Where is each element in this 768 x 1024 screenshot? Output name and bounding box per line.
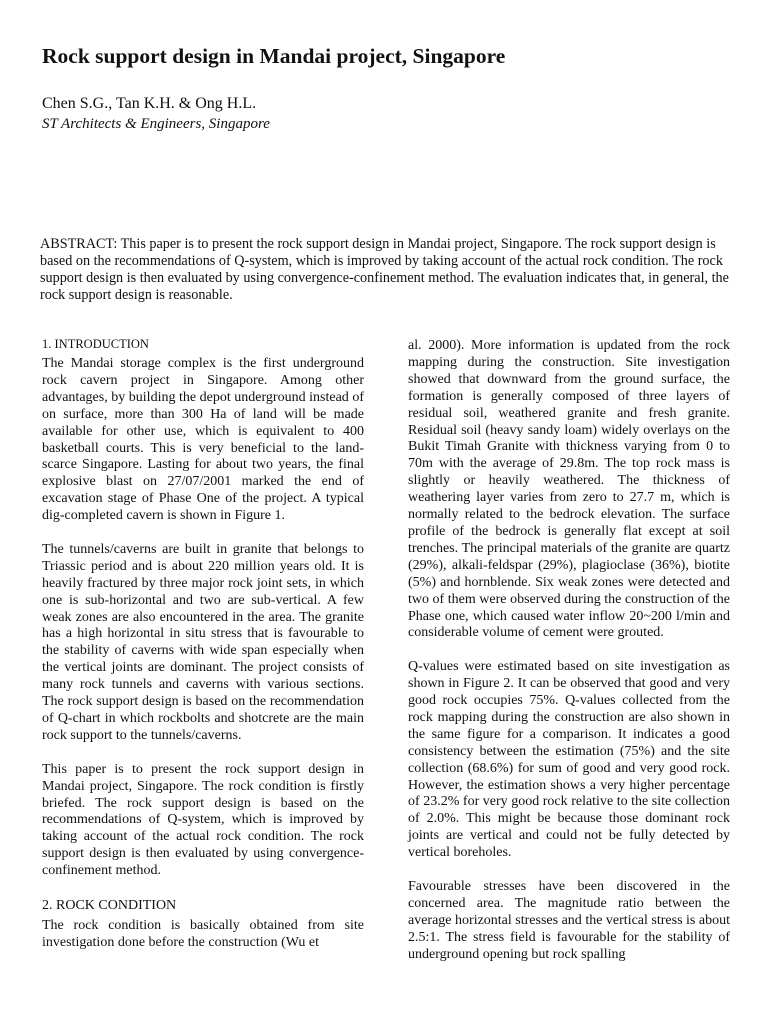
intro-paragraph-2: The tunnels/caverns are built in granite that belongs to Triassic period and is about 220 million years old. It is heavily fractured by three major rock joint sets, in which one is sub-horizontal and two are sub-vertical. A few weak zones are also encountered in the area. The granite has a high horizontal in situ stress that is favourable to the stability of caverns with wide span especially when the vertical joints are dominant. The project consists of many rock tunnels and caverns with various sections. The rock support design is based on the recommendation of Q-chart in which rockbolts and shotcrete are the main rock support to the tunnels/caverns. <box>42 541 364 743</box>
intro-paragraph-3: This paper is to present the rock support design in Mandai project, Singapore. The rock condition is firstly briefed. The rock support design is based on the recommendations of Q-system, which is improved by taking account of the actual rock condition. The rock support design is then evaluated by using convergence-confinement method. <box>42 761 364 879</box>
rock-condition-paragraph-1: The rock condition is basically obtained from site investigation done before the construction (Wu et <box>42 917 364 950</box>
paper-authors: Chen S.G., Tan K.H. & Ong H.L. <box>42 95 257 112</box>
paper-abstract: ABSTRACT: This paper is to present the rock support design in Mandai project, Singapore. The rock support design is based on the recommendations of Q-system, which is improved by taking account of the actual rock condition. The rock support design is then evaluated by using convergence-confinement method. The evaluation indicates that, in general, the rock support design is reasonable. <box>40 236 729 303</box>
section-heading-rock-condition: 2. ROCK CONDITION <box>42 897 177 913</box>
right-column <box>408 338 730 964</box>
section-heading-introduction: 1. INTRODUCTION <box>42 337 149 351</box>
rock-condition-paragraph-4: Favourable stresses have been discovered in the concerned area. The magnitude ratio between the average horizontal stresses and the vertical stress is about 2.5:1. The stress field is favourable for the stability of underground opening but rock spalling <box>408 878 730 962</box>
paper-affiliation: ST Architects & Engineers, Singapore <box>42 116 270 132</box>
rock-condition-paragraph-3: Q-values were estimated based on site investigation as shown in Figure 2. It can be observed that good and very good rock occupies 75%. Q-values collected from the rock mapping during the construction are also shown in the same figure for a comparison. It indicates a good consistency between the estimation (75%) and the site collection (68.6%) for sum of good and very good rock. However, the estimation shows a very higher percentage of 23.2% for very good rock relative to the site collection of 2.0%. This might be because those dominant rock joints are vertical and could not be fully detected by vertical boreholes. <box>408 659 730 861</box>
intro-paragraph-1: The Mandai storage complex is the first underground rock cavern project in Singapore. Among other advantages, by building the depot underground instead of on surface, more than 300 Ha of land will be made available for other use, which is equivalent to 400 basketball courts. This is very beneficial to the land-scarce Singapore. Lasting for about two years, the final explosive blast on 27/07/2001 marked the end of excavation stage of Phase One of the project. A typical dig-completed cavern is shown in Figure 1. <box>42 356 364 524</box>
paper-title: Rock support design in Mandai project, Singapore <box>42 44 506 68</box>
left-column <box>42 336 364 952</box>
rock-condition-paragraph-2: al. 2000). More information is updated from the rock mapping during the construction. Site investigation showed that downward from the ground surface, the formation is generally composed of three layers of residual soil, weathered granite and fresh granite. Residual soil (heavy sandy loam) widely overlays on the Bukit Timah Granite with thickness varying from 0 to 70m with the average of 29.8m. The top rock mass is slightly or heavily weathered. The thickness of weathering layer varies from zero to 27.7 m, which is normally related to the bedrock elevation. The surface profile of the bedrock is generally flat except at soil trenches. The principal materials of the granite are quartz (29%), alkali-feldspar (29%), plagioclase (36%), biotite (5%) and hornblende. Six weak zones were detected and two of them were observed during the construction of the Phase one, which caused water inflow 20~200 l/min and considerable volume of cement were grouted. <box>408 338 730 641</box>
